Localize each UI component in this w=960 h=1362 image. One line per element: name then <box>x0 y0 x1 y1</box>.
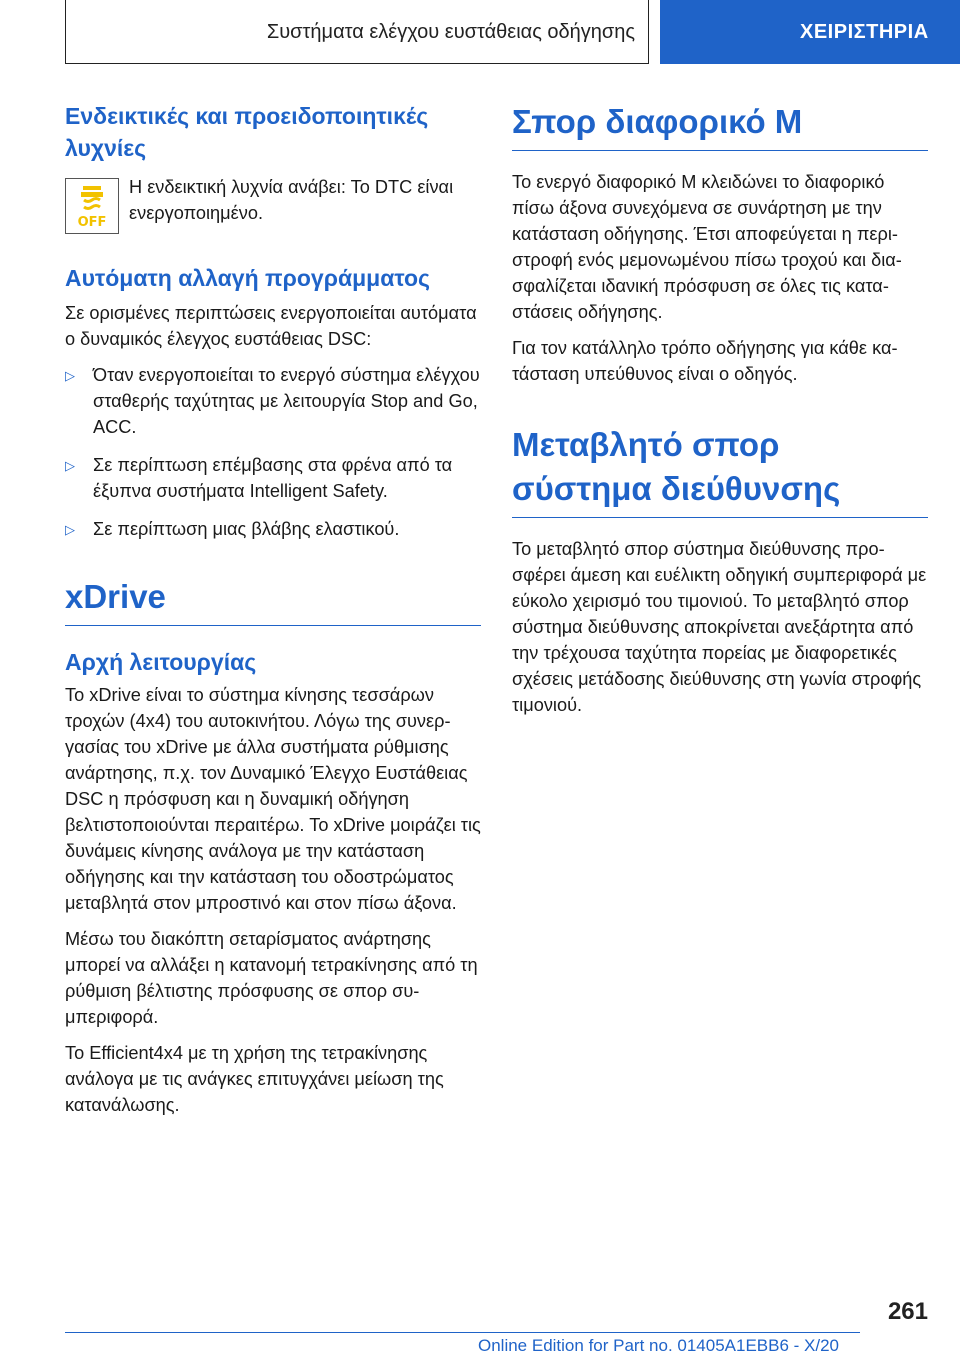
indicator-text: Η ενδεικτική λυχνία ανάβει: Το DTC είναι ενεργοποιημένο. <box>129 177 454 223</box>
footer-divider <box>65 1332 860 1333</box>
variable-steering-paragraph: Το μεταβλητό σπορ σύστημα διεύθυνσης προσφέρει άμεση και ευέλικτη οδηγική συμπεριφορά με εύκολο χειρισμό του τιμονιού. Το μεταβλητό σπορ σύστημα διεύθυνσης αποκρίνεται ανεξάρτητα από την τρέχουσα ταχύτητα πορείας με διαφορετικές σχέσεις μετάδοσης διεύθυνσης στη γωνία στροφής τιμονιού. <box>512 539 927 715</box>
auto-program-heading: Αυτόματη αλλαγή προγράμματος <box>65 265 431 291</box>
dtc-off-icon-label: OFF <box>77 215 107 230</box>
indicator-heading: Ενδεικτικές και προειδοποιητικές λυχνίες <box>65 103 429 161</box>
header-section-title: Συστήματα ελέγχου ευστάθειας οδήγησης <box>266 20 635 43</box>
triangle-bullet-icon: ▷ <box>65 522 75 537</box>
principle-heading: Αρχή λειτουργίας <box>65 649 257 675</box>
xdrive-title: xDrive <box>65 575 481 626</box>
page-number: 261 <box>887 1298 928 1325</box>
right-column <box>512 100 928 718</box>
dtc-off-icon <box>65 178 119 234</box>
triangle-bullet-icon: ▷ <box>65 458 75 473</box>
list-item: ▷ Σε περίπτωση επέμβασης στα φρένα από τα έξυπνα συστήματα Intelligent Safety. <box>65 452 481 504</box>
indicator-block <box>65 174 481 234</box>
principle-paragraph-3: Το Efficient4x4 με τη χρήση της τετρακίνησης ανάλογα με τις ανάγκες επιτυγχάνει μείωση της κατανάλωσης. <box>65 1043 444 1115</box>
principle-paragraph-1: Το xDrive είναι το σύστημα κίνησης τεσσάρων τροχών (4x4) του αυτοκινήτου. Λόγω της συνεργασίας του xDrive με άλλα συστήματα ρύθμισης ανάρτησης, π.χ. τον Δυναμικό Έλεγχο Ευστάθειας DSC η πρόσφυση και η δυναμική οδήγηση βελτιστοποιούνται περαιτέρω. Το xDrive μοιράζει τις δυνάμεις κίνησης ανάλογα με την κατάσταση οδήγησης και την κατάσταση του οδοστρώματος μεταβλητά στον μπροστινό και στον πίσω άξονα. <box>65 685 481 913</box>
triangle-bullet-icon: ▷ <box>65 368 75 383</box>
header-chapter-tab: ΧΕΙΡΙΣΤΗΡΙΑ <box>660 0 960 64</box>
footer-edition-text: Online Edition for Part no. 01405A1EBB6 - X/20 <box>478 1336 840 1355</box>
list-item: ▷ Σε περίπτωση μιας βλάβης ελαστικού. <box>65 516 481 543</box>
dsc-trigger-list <box>65 362 481 543</box>
auto-program-text: Σε ορισμένες περιπτώσεις ενεργοποιείται αυτόματα ο δυναμικός έλεγχος ευστάθειας DSC: <box>65 303 477 349</box>
variable-steering-title: Μεταβλητό σπορ σύστημα διεύθυνσης <box>512 423 928 518</box>
sport-differential-title: Σπορ διαφορικό M <box>512 100 928 151</box>
principle-paragraph-2: Μέσω του διακόπτη σεταρίσματος ανάρτησης μπορεί να αλλάξει η κατανομή τετρακίνησης από τη ρύθμιση βέλτιστης πρόσφυσης σε σπορ συμπεριφορά. <box>65 929 478 1027</box>
sport-differential-paragraph-1: Το ενεργό διαφορικό M κλειδώνει το διαφορικό πίσω άξονα συνεχόμενα σε συνάρτηση με την κατάσταση οδήγησης. Έτσι αποφεύγεται η περιστροφή ενός μεμονωμένου πίσω τροχού και διασφαλίζεται ιδανική πρόσφυση σε όλες τις καταστάσεις οδήγησης. <box>512 172 902 322</box>
list-item: ▷ Όταν ενεργοποιείται το ενεργό σύστημα ελέγχου σταθερής ταχύτητας με λειτουργία Stop and Go, ACC. <box>65 362 481 440</box>
left-column <box>65 100 481 1118</box>
sport-differential-paragraph-2: Για τον κατάλληλο τρόπο οδήγησης για κάθε κατάσταση υπεύθυνος είναι ο οδηγός. <box>512 338 898 384</box>
